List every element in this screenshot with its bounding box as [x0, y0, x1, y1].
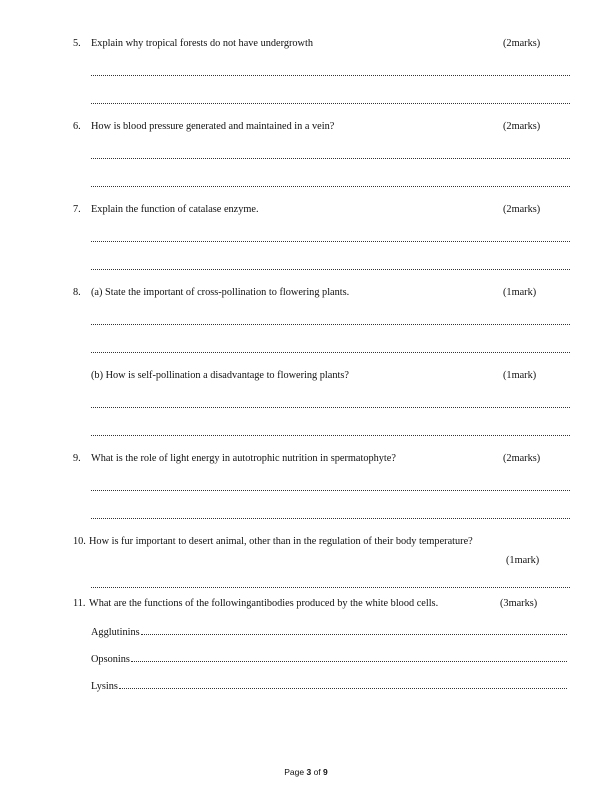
question-number: 10.	[73, 536, 86, 547]
question-text: What are the functions of the followingantibodies produced by the white blood cells.	[89, 598, 439, 609]
answer-line[interactable]	[91, 352, 570, 353]
antibody-agglutinins-row[interactable]	[91, 626, 567, 638]
question-text: Explain why tropical forests do not have undergrowth	[91, 38, 314, 49]
question-number: 6.	[73, 121, 81, 132]
answer-line[interactable]	[141, 626, 567, 635]
question-marks: (2marks)	[503, 453, 541, 464]
answer-line[interactable]	[91, 518, 570, 519]
question-text: What is the role of light energy in autotrophic nutrition in spermatophyte?	[91, 453, 396, 464]
question-marks: (3marks)	[500, 598, 538, 609]
answer-line[interactable]	[91, 158, 570, 159]
question-text: How is fur important to desert animal, other than in the regulation of their body temperature?	[89, 536, 473, 547]
question-marks: (2marks)	[503, 204, 541, 215]
page-middle: of	[311, 767, 324, 777]
question-marks: (1mark)	[503, 370, 537, 381]
question-number: 5.	[73, 38, 81, 49]
answer-line[interactable]	[91, 407, 570, 408]
antibody-lysins-row[interactable]	[91, 680, 567, 692]
answer-line[interactable]	[91, 103, 570, 104]
question-number: 9.	[73, 453, 81, 464]
answer-line[interactable]	[91, 435, 570, 436]
question-number: 7.	[73, 204, 81, 215]
antibody-label: Lysins	[91, 681, 118, 692]
question-number: 8.	[73, 287, 81, 298]
question-marks: (1mark)	[503, 287, 537, 298]
antibody-opsonins-row[interactable]	[91, 653, 567, 665]
answer-line[interactable]	[119, 680, 567, 689]
answer-line[interactable]	[91, 324, 570, 325]
page-prefix: Page	[284, 767, 307, 777]
answer-line[interactable]	[91, 186, 570, 187]
page-current: 3	[306, 767, 312, 777]
answer-line[interactable]	[91, 490, 570, 491]
antibody-label: Agglutinins	[91, 627, 140, 638]
question-number: 11.	[73, 598, 86, 609]
page-footer	[0, 767, 612, 777]
answer-line[interactable]	[91, 241, 570, 242]
question-text: (b) How is self-pollination a disadvantage to flowering plants?	[91, 370, 349, 381]
question-marks: (2marks)	[503, 38, 541, 49]
page-total: 9	[323, 767, 328, 777]
answer-line[interactable]	[91, 587, 570, 588]
answer-line[interactable]	[131, 653, 567, 662]
question-text: How is blood pressure generated and maintained in a vein?	[91, 121, 335, 132]
answer-line[interactable]	[91, 269, 570, 270]
question-marks: (1mark)	[506, 555, 540, 566]
question-text: Explain the function of catalase enzyme.	[91, 204, 259, 215]
question-text: (a) State the important of cross-pollination to flowering plants.	[91, 287, 350, 298]
question-marks: (2marks)	[503, 121, 541, 132]
antibody-label: Opsonins	[91, 654, 130, 665]
answer-line[interactable]	[91, 75, 570, 76]
